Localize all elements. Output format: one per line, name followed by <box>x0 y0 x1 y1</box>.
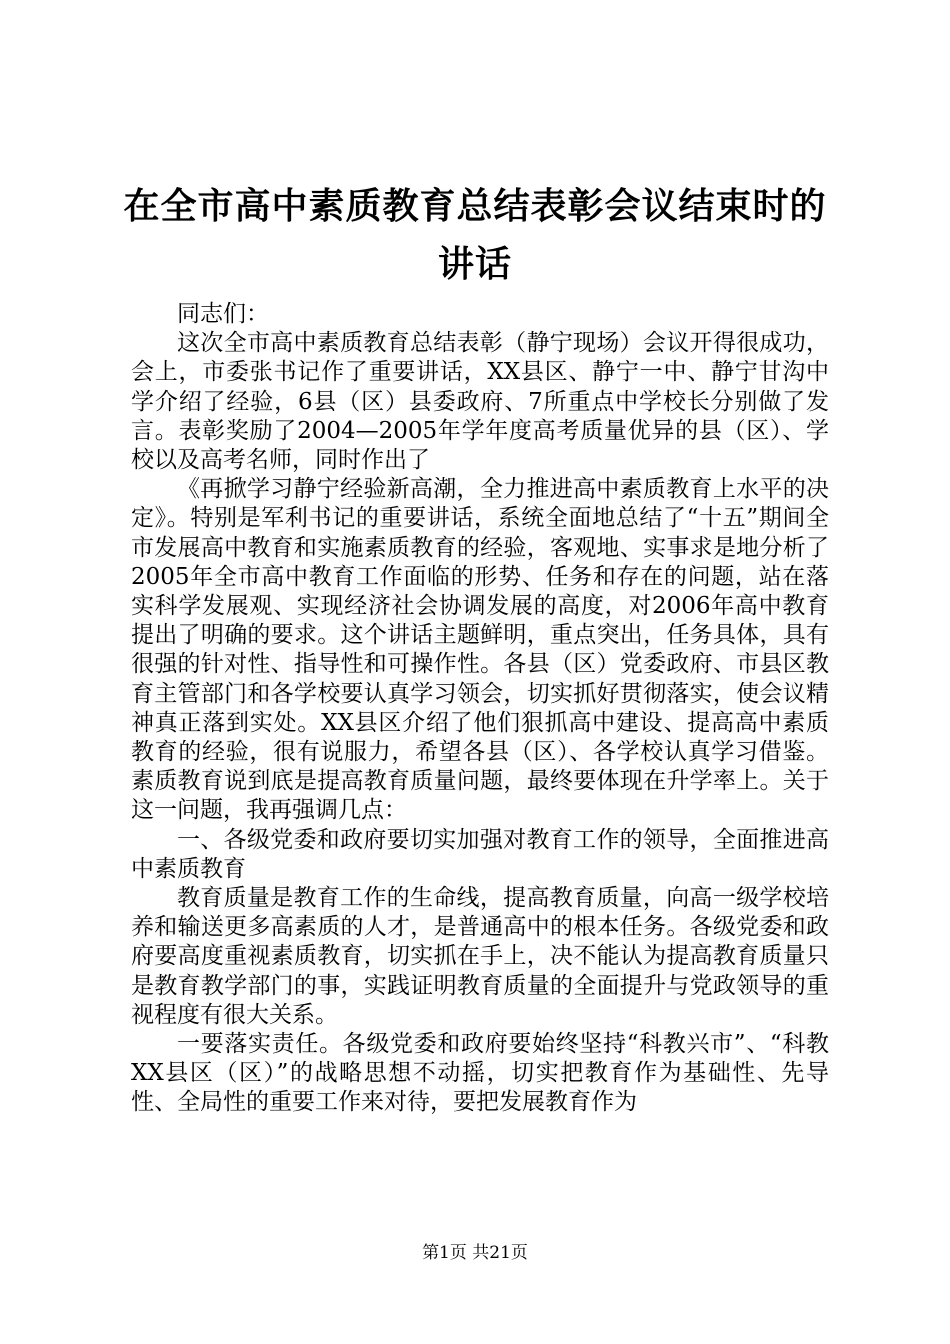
section-heading: 一、各级党委和政府要切实加强对教育工作的领导，全面推进高中素质教育 <box>131 826 829 882</box>
page-number-footer: 第1页 共21页 <box>422 1243 528 1263</box>
body-paragraph: 这次全市高中素质教育总结表彰（静宁现场）会议开得很成功，会上，市委张书记作了重要讲话，XX县区、静宁一中、静宁甘沟中学介绍了经验，6县（区）县委政府、7所重点中学校长分别做了发言。表彰奖励了2004—2005年学年度高考质量优异的县（区）、学校以及高考名师，同时作出了 <box>131 330 829 474</box>
document-body <box>131 300 829 1118</box>
salutation-paragraph: 同志们： <box>177 301 269 327</box>
body-paragraph: 一要落实责任。各级党委和政府要始终坚持“科教兴市”、“科教XX县区（区）”的战略思想不动摇，切实把教育作为基础性、先导性、全局性的重要工作来对待，要把发展教育作为 <box>131 1031 829 1116</box>
body-paragraph: 《再掀学习静宁经验新高潮，全力推进高中素质教育上水平的决定》。特别是军利书记的重要讲话，系统全面地总结了“十五”期间全市发展高中教育和实施素质教育的经验，客观地、实事求是地分析了2005年全市高中教育工作面临的形势、任务和存在的问题，站在落实科学发展观、实现经济社会协调发展的高度，对2006年高中教育提出了明确的要求。这个讲话主题鲜明，重点突出，任务具体，具有很强的针对性、指导性和可操作性。各县（区）党委政府、市县区教育主管部门和各学校要认真学习领会，切实抓好贯彻落实，使会议精神真正落到实处。XX县区介绍了他们狠抓高中建设、提高高中素质教育的经验，很有说服力，希望各县（区）、各学校认真学习借鉴。素质教育说到底是提高教育质量问题，最终要体现在升学率上。关于这一问题，我再强调几点： <box>131 476 829 824</box>
document-title: 在全市高中素质教育总结表彰会议结束时的讲话 <box>123 186 827 285</box>
body-paragraph: 教育质量是教育工作的生命线，提高教育质量，向高一级学校培养和输送更多高素质的人才，是普通高中的根本任务。各级党委和政府要高度重视素质教育，切实抓在手上，决不能认为提高教育质量只是教育教学部门的事，实践证明教育质量的全面提升与党政领导的重视程度有很大关系。 <box>131 885 829 1028</box>
